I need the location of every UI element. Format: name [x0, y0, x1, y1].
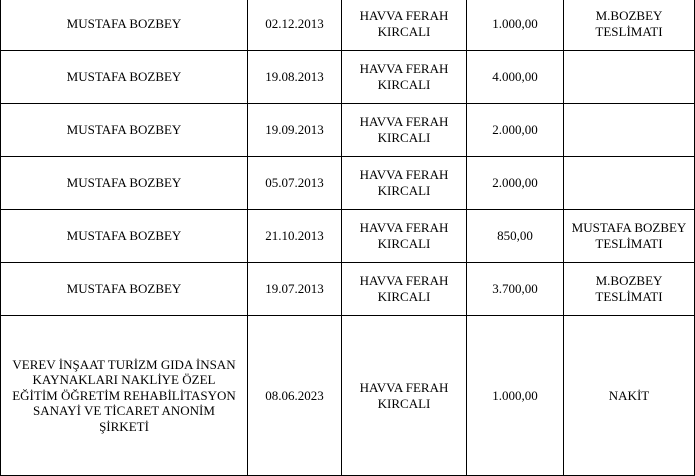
amount-cell: 850,00: [467, 210, 564, 263]
table-row: [1, 0, 695, 51]
recipient-cell: HAVVA FERAH KIRCALI: [342, 316, 467, 476]
amount-cell: 1.000,00: [467, 316, 564, 476]
party-cell: MUSTAFA BOZBEY: [1, 0, 248, 51]
table-row: [1, 104, 695, 157]
recipient-cell: HAVVA FERAH KIRCALI: [342, 51, 467, 104]
amount-cell: 2.000,00: [467, 157, 564, 210]
recipient-cell: HAVVA FERAH KIRCALI: [342, 263, 467, 316]
recipient-cell: HAVVA FERAH KIRCALI: [342, 210, 467, 263]
party-cell: MUSTAFA BOZBEY: [1, 210, 248, 263]
note-cell: M.BOZBEY TESLİMATI: [564, 263, 695, 316]
date-cell: 19.07.2013: [248, 263, 342, 316]
date-cell: 21.10.2013: [248, 210, 342, 263]
amount-cell: 3.700,00: [467, 263, 564, 316]
note-cell: [564, 51, 695, 104]
table-row: [1, 316, 695, 476]
recipient-cell: HAVVA FERAH KIRCALI: [342, 157, 467, 210]
date-cell: 02.12.2013: [248, 0, 342, 51]
party-cell: MUSTAFA BOZBEY: [1, 157, 248, 210]
party-cell: VEREV İNŞAAT TURİZM GIDA İNSAN KAYNAKLARI NAKLİYE ÖZEL EĞİTİM ÖĞRETİM REHABİLİTASYON SANAYİ VE TİCARET ANONİM ŞİRKETİ: [1, 316, 248, 476]
recipient-cell: HAVVA FERAH KIRCALI: [342, 0, 467, 51]
note-cell: [564, 104, 695, 157]
note-cell: [564, 157, 695, 210]
recipient-cell: HAVVA FERAH KIRCALI: [342, 104, 467, 157]
date-cell: 05.07.2013: [248, 157, 342, 210]
note-cell: MUSTAFA BOZBEY TESLİMATI: [564, 210, 695, 263]
table-row: [1, 157, 695, 210]
table-row: [1, 263, 695, 316]
note-cell: NAKİT: [564, 316, 695, 476]
date-cell: 19.08.2013: [248, 51, 342, 104]
party-cell: MUSTAFA BOZBEY: [1, 263, 248, 316]
amount-cell: 1.000,00: [467, 0, 564, 51]
amount-cell: 2.000,00: [467, 104, 564, 157]
note-cell: M.BOZBEY TESLİMATI: [564, 0, 695, 51]
party-cell: MUSTAFA BOZBEY: [1, 51, 248, 104]
table-row: [1, 51, 695, 104]
amount-cell: 4.000,00: [467, 51, 564, 104]
date-cell: 19.09.2013: [248, 104, 342, 157]
date-cell: 08.06.2023: [248, 316, 342, 476]
party-cell: MUSTAFA BOZBEY: [1, 104, 248, 157]
table-row: [1, 210, 695, 263]
